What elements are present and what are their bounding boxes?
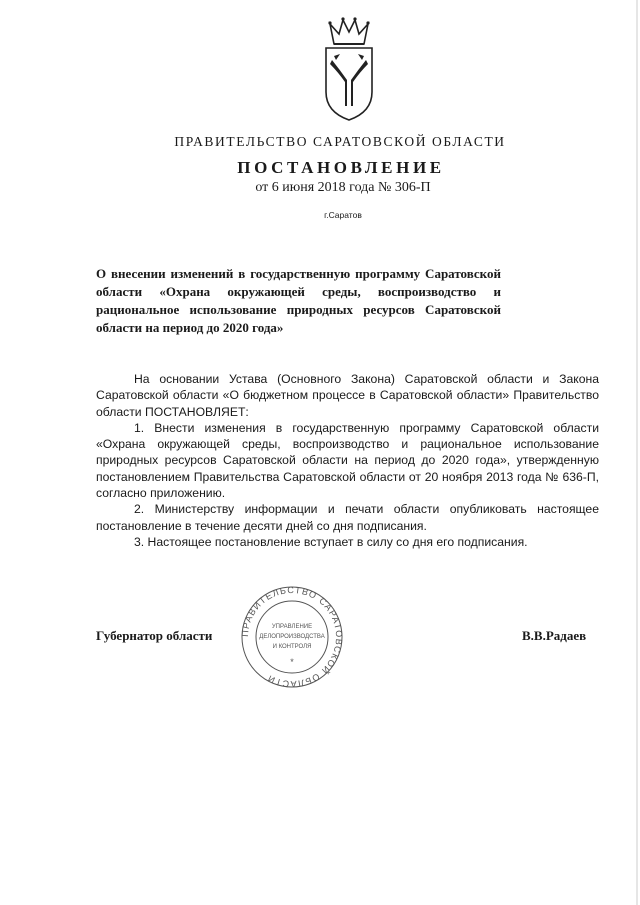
document-subject: О внесении изменений в государственную программу Саратовской области «Охрана окружающей среды, воспроизводство и рациональное использование природных ресурсов Саратовской области на период до 2020 года» bbox=[96, 266, 501, 335]
signatory-position: Губернатор области bbox=[96, 628, 213, 643]
item-paragraph-3: 3. Настоящее постановление вступает в силу со дня его подписания. bbox=[134, 534, 528, 549]
saratov-coat-of-arms-icon bbox=[318, 14, 380, 122]
seal-line-2: ДЕЛОПРОИЗВОДСТВА bbox=[259, 634, 325, 640]
item-paragraph-1: 1. Внести изменения в государственную программу Саратовской области «Охрана окружающей среды, воспроизводство и рациональное использование природных ресурсов Саратовской области на период до 2020 года», утвержденную постановлением Правительства Саратовской области от 20 ноября 2013 года № 636-П, согласно приложению. bbox=[96, 420, 599, 501]
seal-line-1: УПРАВЛЕНИЕ bbox=[271, 624, 313, 630]
item-paragraph-2: 2. Министерству информации и печати области опубликовать настоящее постановление в течение десяти дней со дня подписания. bbox=[96, 502, 599, 533]
document-body bbox=[96, 371, 599, 550]
signatory-name: В.В.Радаев bbox=[522, 628, 587, 643]
seal-ring-text: ПРАВИТЕЛЬСТВО САРАТОВСКОЙ ОБЛАСТИ bbox=[239, 585, 345, 690]
page-edge bbox=[636, 0, 638, 905]
svg-text:*: * bbox=[290, 657, 294, 667]
seal-line-3: И КОНТРОЛЯ bbox=[272, 644, 312, 650]
government-title: ПРАВИТЕЛЬСТВО САРАТОВСКОЙ ОБЛАСТИ bbox=[174, 134, 506, 149]
preamble-paragraph: На основании Устава (Основного Закона) Саратовской области и Закона Саратовской области «О бюджетном процессе в Саратовской области» Правительство области ПОСТАНОВЛЯЕТ: bbox=[96, 372, 599, 419]
official-seal-stamp bbox=[232, 585, 352, 690]
document-date-number: от 6 июня 2018 года № 306-П bbox=[255, 180, 431, 195]
document-type-heading: ПОСТАНОВЛЕНИЕ bbox=[237, 158, 445, 177]
city-label: г.Саратов bbox=[324, 210, 362, 220]
